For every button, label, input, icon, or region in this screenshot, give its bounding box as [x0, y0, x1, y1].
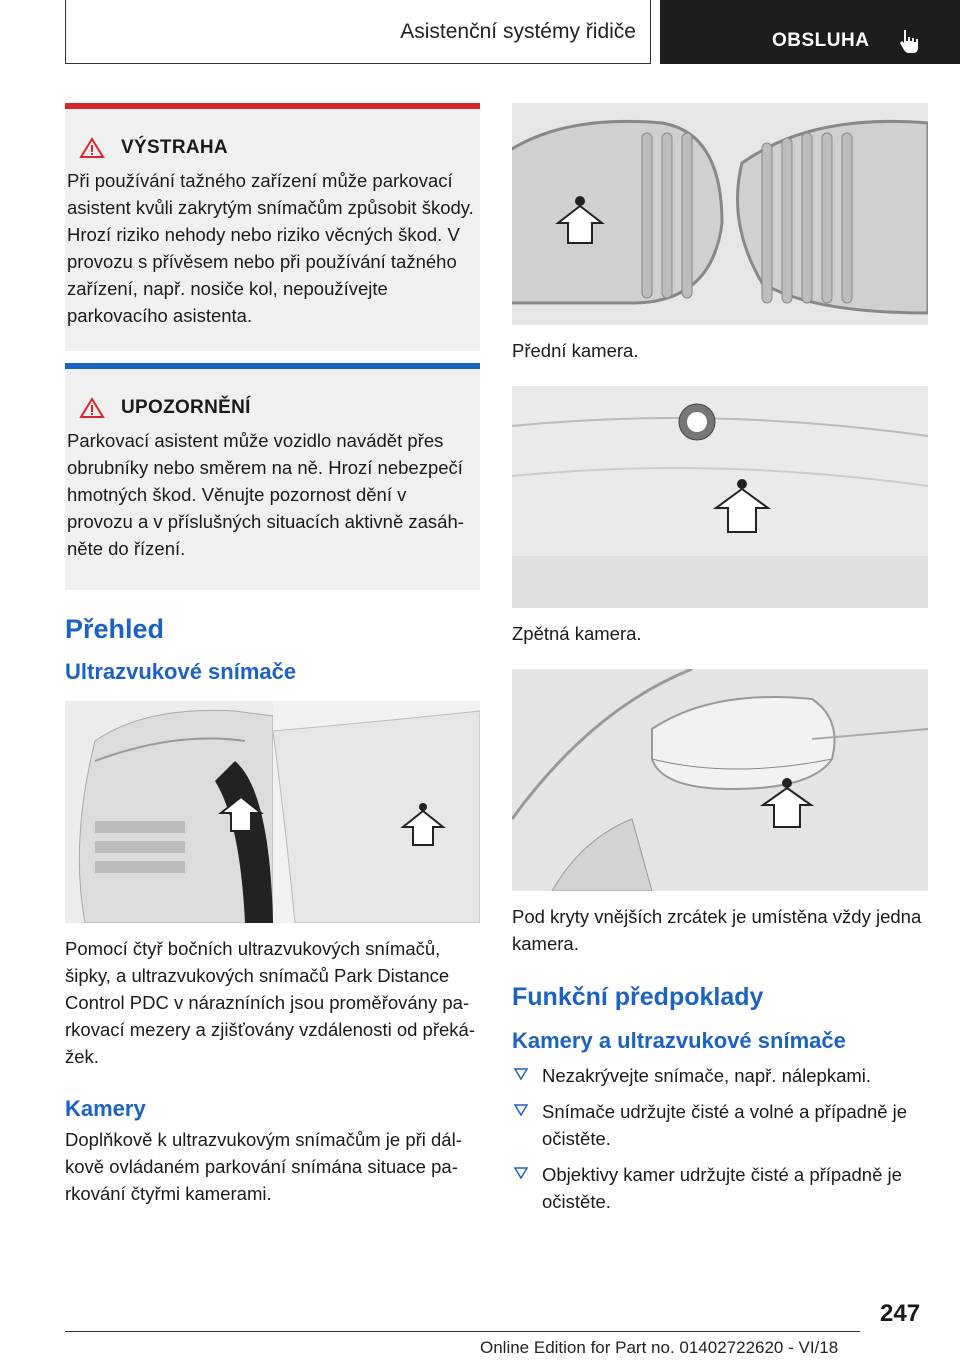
chapter-tab-label: OBSLUHA: [772, 30, 870, 51]
warning-text: Při používání tažného zařízení může parkovací asistent kvůli zakrytým snímačům způsobit škody. Hrozí riziko nehody nebo riziko věcných škod. V provozu s přívěsem nebo při používání tažného zařízení, např. nosiče kol, nepoužívejte parkovacího asistenta.: [67, 170, 474, 326]
caution-text: Parkovací asistent může vozidlo navádět přes obrubníky nebo směrem na ně. Hrozí nebezpečí hmotných škod. Věnujte pozornost dění v provozu a v příslušných situacích aktivně zasáhněte do řízení.: [67, 430, 464, 559]
header-rule-bottom: [65, 63, 650, 64]
caution-triangle-icon: [79, 397, 105, 419]
ultrasonic-text: Pomocí čtyř bočních ultrazvukových snímačů, šipky, a ultrazvukových snímačů Park Distance Control PDC v nárazníních jsou proměřovány parkovací mezery a zjišťovány vzdálenosti od překážek.: [65, 938, 476, 1067]
caution-header: [65, 397, 480, 419]
triangle-bullet-icon: [514, 1166, 528, 1180]
rear-camera-image: [512, 386, 928, 608]
mirror-camera-image: [512, 669, 928, 891]
front-camera-image: [512, 103, 928, 325]
front-camera-illustration: [512, 103, 928, 325]
requirements-heading: Funkční předpoklady: [512, 983, 764, 1011]
list-item: [512, 1062, 928, 1089]
rear-camera-illustration: [512, 386, 928, 608]
list-item: [512, 1161, 928, 1215]
list-item-text: Nezakrývejte snímače, např. nálepkami.: [542, 1065, 872, 1086]
ultrasonic-sensors-illustration: [65, 701, 480, 923]
right-column: [512, 103, 928, 1224]
list-item: [512, 1098, 928, 1152]
hand-pointer-icon: [898, 28, 924, 54]
warning-header: [65, 137, 480, 159]
overview-heading: Přehled: [65, 614, 165, 644]
ultrasonic-sensors-image: [65, 701, 480, 923]
ultrasonic-heading: Ultrazvukové snímače: [65, 659, 297, 684]
requirements-subheading: Kamery a ultrazvukové snímače: [512, 1028, 846, 1053]
list-item-text: Snímače udržujte čisté a volné a případně je očistěte.: [542, 1101, 908, 1149]
caution-title: UPOZORNĚNÍ: [121, 397, 251, 418]
front-camera-caption: Přední kamera.: [512, 340, 639, 361]
page-number: 247: [880, 1300, 921, 1327]
cameras-heading: Kamery: [65, 1096, 146, 1121]
rear-camera-caption: Zpětná kamera.: [512, 623, 642, 644]
section-title: Asistenční systémy řidiče: [400, 20, 636, 43]
warning-title: VÝSTRAHA: [121, 137, 228, 158]
header-rule-separator: [650, 0, 651, 64]
triangle-bullet-icon: [514, 1067, 528, 1081]
footer-edition: Online Edition for Part no. 01402722620 - VI/18: [480, 1338, 839, 1357]
mirror-camera-illustration: [512, 669, 928, 891]
warning-box: [65, 103, 480, 351]
footer-rule: [65, 1331, 860, 1332]
list-item-text: Objektivy kamer udržujte čisté a případně je očistěte.: [542, 1164, 902, 1212]
cameras-text: Doplňkově k ultrazvukovým snímačům je při dálkově ovládaném parkování snímána situace parkování čtyřmi kamerami.: [65, 1129, 462, 1204]
mirror-camera-caption: Pod kryty vnějších zrcátek je umístěna vždy jedna kamera.: [512, 906, 922, 954]
caution-box: [65, 363, 480, 590]
left-column: [65, 103, 480, 1207]
warning-triangle-icon: [79, 137, 105, 159]
triangle-bullet-icon: [514, 1103, 528, 1117]
requirements-list: [512, 1062, 928, 1215]
